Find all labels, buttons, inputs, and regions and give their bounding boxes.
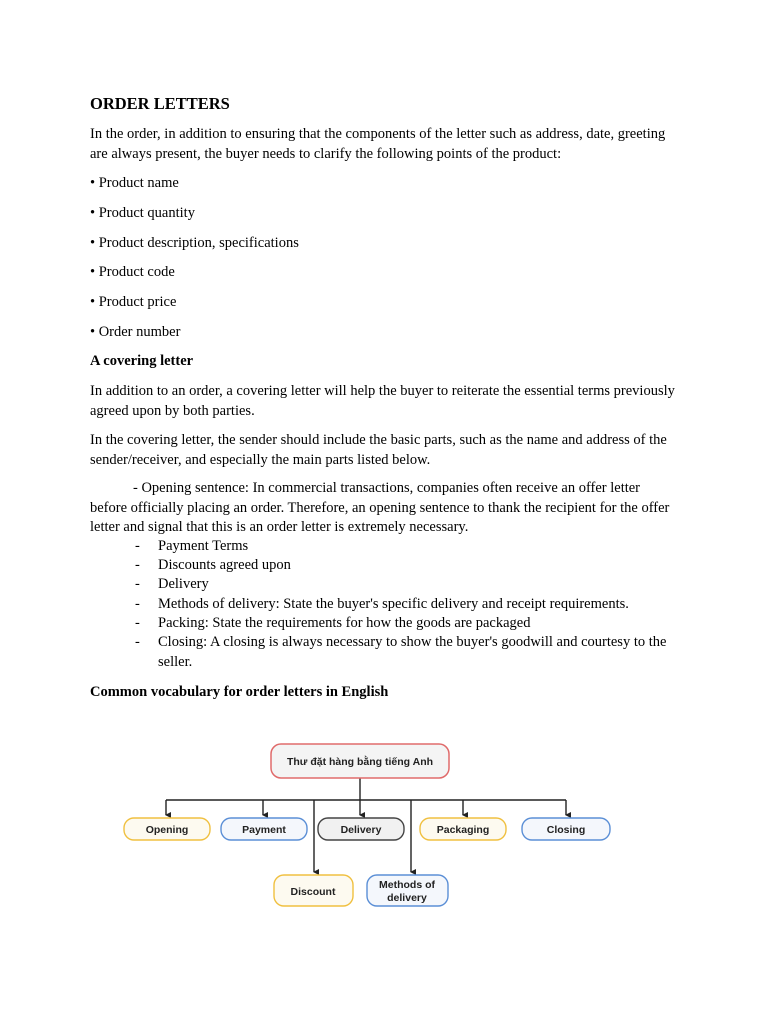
covering-paragraph-2: In the covering letter, the sender should include the basic parts, such as the name and address of the sender/receiver, and especially the main parts listed below. [90, 432, 667, 468]
diagram-node-discount [274, 875, 353, 906]
node-label-delivery: Delivery [340, 824, 382, 836]
bullet-product-quantity: • Product quantity [90, 205, 195, 221]
vocabulary-heading: Common vocabulary for order letters in English [90, 684, 389, 700]
opening-sentence-item: - Opening sentence: In commercial transactions, companies often receive an offer letter before officially placing an order. Therefore, an opening sentence to thank the recipient for the offer letter and signal that this is an order letter is extremely necessary. [90, 480, 670, 535]
node-label-payment: Payment [242, 824, 286, 836]
page-title: ORDER LETTERS [90, 94, 230, 113]
dash-marker: - [135, 557, 140, 573]
dash-marker: - [135, 576, 140, 592]
list-item-text: Methods of delivery: State the buyer's specific delivery and receipt requirements. [158, 596, 629, 612]
bullet-product-code: • Product code [90, 264, 175, 280]
bullet-product-name: • Product name [90, 175, 179, 191]
list-item-text: Packing: State the requirements for how the goods are packaged [158, 615, 531, 631]
diagram-node-closing [522, 818, 610, 840]
dash-marker: - [135, 596, 140, 612]
diagram-node-packaging [420, 818, 506, 840]
bullet-product-price: • Product price [90, 294, 177, 310]
node-label-opening: Opening [145, 824, 189, 836]
diagram-node-methods-of-delivery [367, 875, 448, 906]
dash-marker: - [135, 538, 140, 554]
node-label-packaging: Packaging [436, 824, 490, 836]
diagram-root-label: Thư đặt hàng bằng tiếng Anh [286, 756, 434, 768]
list-item-text: Payment Terms [158, 538, 249, 554]
bullet-order-number: • Order number [90, 324, 181, 340]
node-label-closing: Closing [546, 824, 586, 836]
diagram-root-node [271, 744, 449, 778]
diagram-node-opening [124, 818, 210, 840]
intro-paragraph: In the order, in addition to ensuring that the components of the letter such as address, date, greeting are always present, the buyer needs to clarify the following points of the product: [90, 126, 666, 162]
list-item-text: Discounts agreed upon [158, 557, 291, 573]
node-label-methods-line2: delivery [387, 892, 427, 904]
diagram-node-payment [221, 818, 307, 840]
node-label-discount: Discount [290, 886, 336, 898]
diagram-node-delivery [318, 818, 404, 840]
covering-letter-heading: A covering letter [90, 353, 194, 369]
list-item-text: Closing: A closing is always necessary to show the buyer's goodwill and courtesy to the seller. [158, 634, 667, 670]
node-label-methods-line1: Methods of [379, 879, 435, 891]
dash-marker: - [135, 615, 140, 631]
covering-paragraph-1: In addition to an order, a covering letter will help the buyer to reiterate the essential terms previously agreed upon by both parties. [90, 383, 675, 419]
dash-marker: - [135, 634, 140, 650]
bullet-product-description: • Product description, specifications [90, 235, 299, 251]
list-item-text: Delivery [158, 576, 209, 592]
